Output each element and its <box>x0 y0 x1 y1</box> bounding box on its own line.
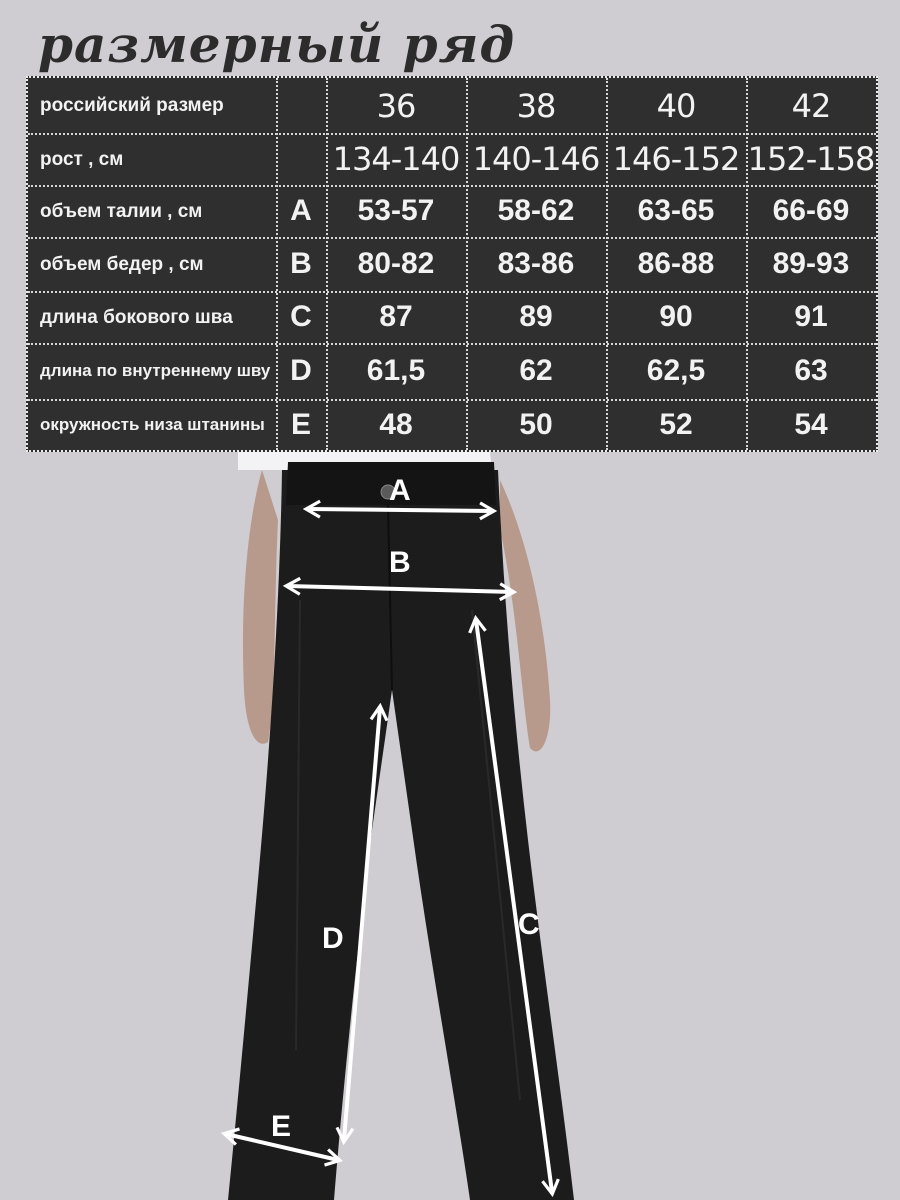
table-cell: 134-140 <box>332 140 460 178</box>
row-divider <box>28 185 876 187</box>
table-row-hem <box>28 399 876 450</box>
table-cell: 86-88 <box>637 247 715 280</box>
table-cell: 62 <box>519 354 553 387</box>
row-label: объем талии , см <box>40 200 203 222</box>
table-cell: 152-158 <box>747 140 875 178</box>
table-cell: 83-86 <box>497 247 575 280</box>
row-letter: D <box>290 354 312 387</box>
table-cell: 89-93 <box>772 247 850 280</box>
column-divider <box>746 78 748 450</box>
row-label: объем бедер , см <box>40 253 204 275</box>
table-cell: 40 <box>656 86 696 125</box>
column-divider <box>466 78 468 450</box>
measure-label-a: A <box>389 474 411 507</box>
table-cell: 91 <box>794 300 828 333</box>
row-letter <box>276 133 326 185</box>
row-divider <box>28 291 876 293</box>
table-cell: 80-82 <box>357 247 435 280</box>
row-divider <box>28 237 876 239</box>
table-cell: 42 <box>791 86 831 125</box>
table-cell: 146-152 <box>612 140 740 178</box>
measure-label-c: C <box>518 908 540 941</box>
measure-label-b: B <box>389 546 411 579</box>
row-letter: E <box>290 407 311 441</box>
row-letter <box>276 78 326 133</box>
column-divider <box>326 78 328 450</box>
column-divider <box>276 78 278 450</box>
table-cell: 66-69 <box>772 194 850 227</box>
measure-label-d: D <box>322 922 344 955</box>
row-label: длина по внутреннему шву <box>40 361 271 380</box>
table-cell: 62,5 <box>646 354 706 387</box>
table-row-inseam <box>28 343 876 399</box>
row-letter: B <box>290 247 312 280</box>
page-title: размерный ряд <box>38 15 516 74</box>
row-label: длина бокового шва <box>40 306 233 328</box>
table-row-waist <box>28 185 876 237</box>
product-photo <box>0 452 900 1200</box>
row-divider <box>28 133 876 135</box>
table-cell: 140-146 <box>472 140 600 178</box>
table-cell: 52 <box>659 407 693 441</box>
row-letter: C <box>290 300 312 333</box>
column-divider <box>606 78 608 450</box>
row-label: окружность низа штанины <box>40 414 265 434</box>
row-label: российский размер <box>40 95 224 116</box>
arrow-a <box>308 509 492 511</box>
table-cell: 61,5 <box>366 354 426 387</box>
row-letter: A <box>290 194 312 227</box>
table-row-side-seam <box>28 291 876 343</box>
table-cell: 54 <box>794 407 828 441</box>
size-table <box>26 76 878 452</box>
table-cell: 63-65 <box>637 194 715 227</box>
table-cell: 87 <box>379 300 413 333</box>
table-row-hips <box>28 237 876 291</box>
table-cell: 58-62 <box>497 194 575 227</box>
table-cell: 50 <box>519 407 553 441</box>
table-cell: 48 <box>379 407 413 441</box>
table-cell: 38 <box>516 86 556 125</box>
table-cell: 89 <box>519 300 553 333</box>
table-cell: 53-57 <box>357 194 435 227</box>
table-cell: 36 <box>376 86 416 125</box>
table-cell: 90 <box>659 300 693 333</box>
row-divider <box>28 343 876 345</box>
row-divider <box>28 399 876 401</box>
table-cell: 63 <box>794 354 828 387</box>
table-row-size <box>28 78 876 133</box>
table-row-height <box>28 133 876 185</box>
measure-label-e: E <box>271 1110 292 1143</box>
row-label: рост , см <box>40 148 124 170</box>
